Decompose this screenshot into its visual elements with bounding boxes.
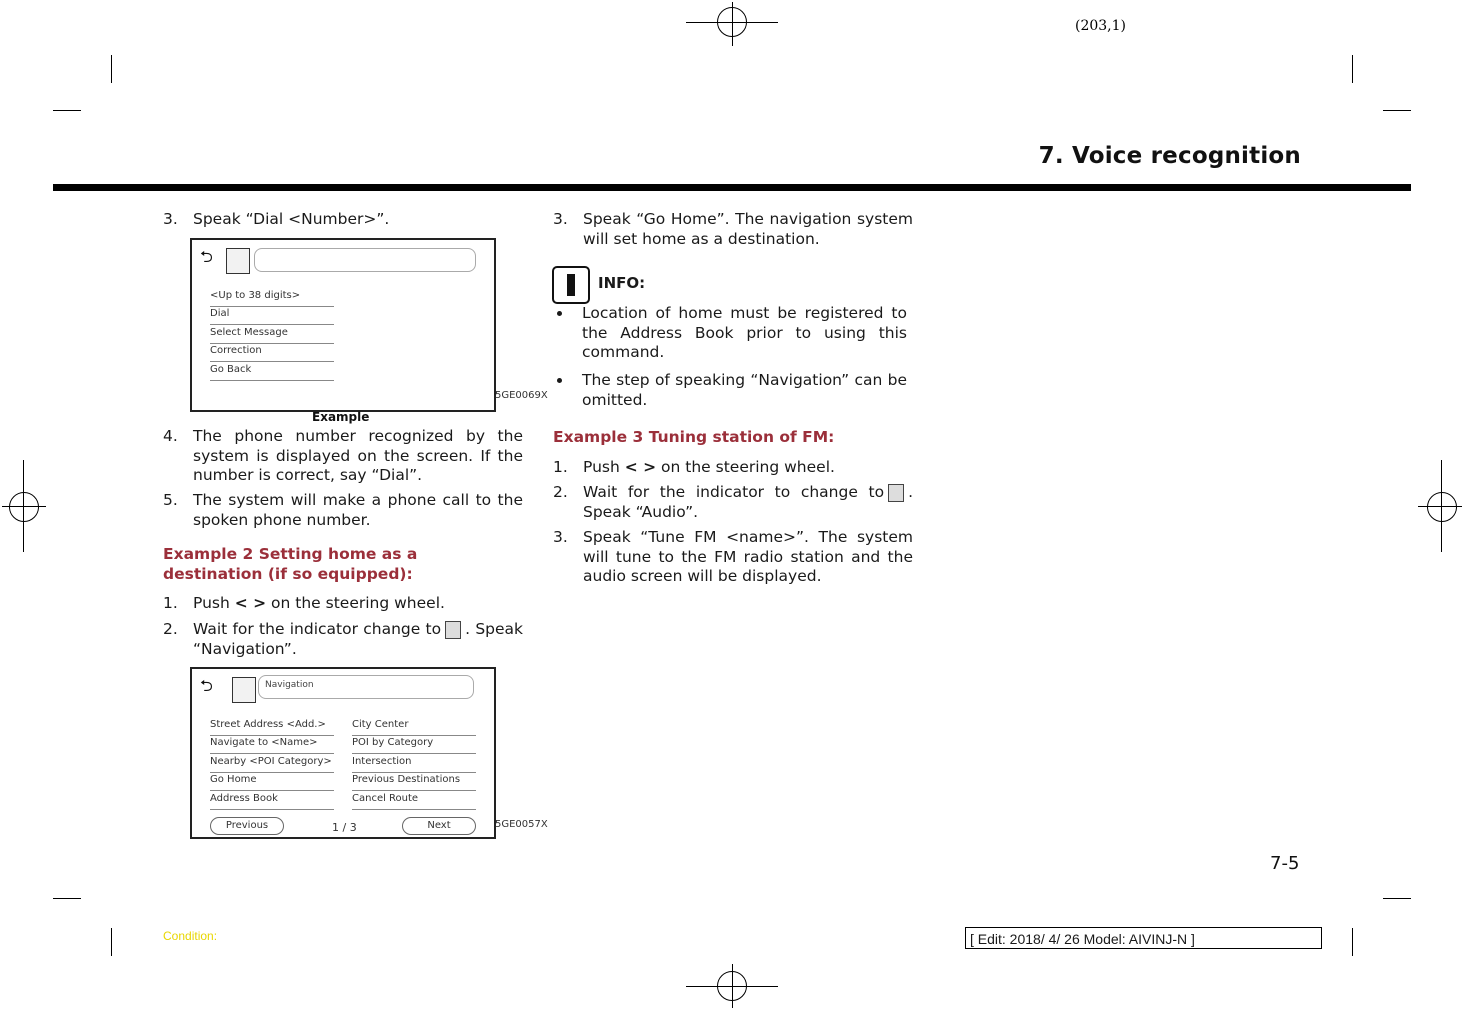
step-text: Speak “Dial <Number>”. [193, 210, 390, 228]
menu-item: Navigate to <Name> [210, 737, 334, 754]
return-arrow-icon: ⮌ [200, 676, 213, 695]
condition-label: Condition: [163, 929, 218, 943]
phone-screen-example [190, 238, 496, 412]
step-text-pre: Push [583, 458, 625, 476]
menu-item: Go Home [210, 774, 334, 791]
talk-switch-icon: < > [624, 458, 657, 476]
step-text [193, 620, 523, 659]
step-number: 4. [163, 427, 178, 445]
title-rule [53, 184, 1411, 191]
step-text [583, 483, 913, 522]
section-title: 7. Voice recognition [1038, 143, 1301, 169]
crop-mark [1383, 898, 1411, 899]
step-text-post: on the steering wheel. [266, 594, 445, 612]
step-text: The phone number recognized by the system is displayed on the screen. If the number is correct, say “Dial”. [193, 427, 523, 484]
registration-mark-icon [717, 7, 747, 37]
menu-item: Previous Destinations [352, 774, 476, 791]
menu-item: Dial [210, 308, 334, 325]
step-text: Speak “Go Home”. The navigation system will set home as a destination. [583, 210, 913, 248]
registration-mark-icon [1427, 492, 1457, 522]
step-text-pre: Push [193, 594, 235, 612]
menu-item: Intersection [352, 756, 476, 773]
step-text-pre: Wait for the indicator to change to [583, 483, 885, 501]
menu-item: POI by Category [352, 737, 476, 754]
menu-item: Street Address <Add.> [210, 719, 334, 736]
step-number: 1. [553, 458, 568, 476]
step-number: 2. [553, 483, 568, 501]
menu-item: Cancel Route [352, 793, 476, 810]
crop-mark [1352, 928, 1353, 956]
step-number: 1. [163, 594, 178, 612]
step-text: The system will make a phone call to the spoken phone number. [193, 491, 523, 529]
voice-indicator-icon [226, 248, 250, 274]
crop-mark [1383, 110, 1411, 111]
step-text [583, 458, 913, 478]
menu-item: Select Message [210, 327, 334, 344]
crop-mark [53, 898, 81, 899]
menu-item: City Center [352, 719, 476, 736]
crop-mark [111, 928, 112, 956]
voice-indicator-icon [445, 621, 461, 639]
step-text [193, 594, 523, 614]
step-number: 3. [553, 528, 568, 546]
step-number: 2. [163, 620, 178, 638]
page-number: 7-5 [1270, 853, 1300, 874]
bullet-text: The step of speaking “Navigation” can be omitted. [582, 371, 907, 409]
step-text-post: on the steering wheel. [656, 458, 835, 476]
info-label: INFO: [598, 274, 646, 292]
bullet-icon [557, 311, 562, 316]
step-text-post: . Speak “Audio”. [583, 483, 913, 521]
menu-item: <Up to 38 digits> [210, 290, 334, 307]
next-button: Next [402, 817, 476, 835]
step-number: 3. [553, 210, 568, 228]
bullet-text: Location of home must be registered to the Address Book prior to using this command. [582, 304, 907, 361]
voice-bubble [254, 248, 476, 272]
bullet-icon [557, 378, 562, 383]
voice-indicator-icon [232, 677, 256, 703]
menu-item: Correction [210, 345, 334, 362]
step-text: Speak “Tune FM <name>”. The system will tune to the FM radio station and the audio screen will be displayed. [583, 528, 913, 585]
crop-mark [53, 110, 81, 111]
crop-mark [1352, 55, 1353, 83]
step-text-pre: Wait for the indicator change to [193, 620, 442, 638]
page-code: (203,1) [1075, 18, 1127, 34]
image-code: 5GE0069X [495, 390, 548, 401]
image-code: 5GE0057X [495, 819, 548, 830]
return-arrow-icon: ⮌ [200, 247, 213, 266]
talk-switch-icon: < > [234, 594, 267, 612]
registration-mark-icon [9, 492, 39, 522]
registration-mark-icon [717, 971, 747, 1001]
menu-item: Address Book [210, 793, 334, 810]
step-number: 3. [163, 210, 178, 228]
menu-item: Nearby <POI Category> [210, 756, 334, 773]
example-2-heading: Example 2 Setting home as a destination (if so equipped): [163, 545, 418, 583]
example-3-heading: Example 3 Tuning station of FM: [553, 428, 835, 446]
step-text-post: . Speak “Navigation”. [193, 620, 524, 658]
step-number: 5. [163, 491, 178, 509]
crop-mark [111, 55, 112, 83]
page-indicator: 1 / 3 [332, 821, 357, 834]
previous-button: Previous [210, 817, 284, 835]
navigation-screen-example [190, 667, 496, 839]
edit-info: [ Edit: 2018/ 4/ 26 Model: AIVINJ-N ] [965, 927, 1322, 949]
image-caption: Example [312, 410, 370, 424]
voice-indicator-icon [888, 484, 904, 502]
voice-bubble: Navigation [258, 675, 474, 699]
info-icon [552, 266, 590, 304]
menu-item: Go Back [210, 364, 334, 381]
